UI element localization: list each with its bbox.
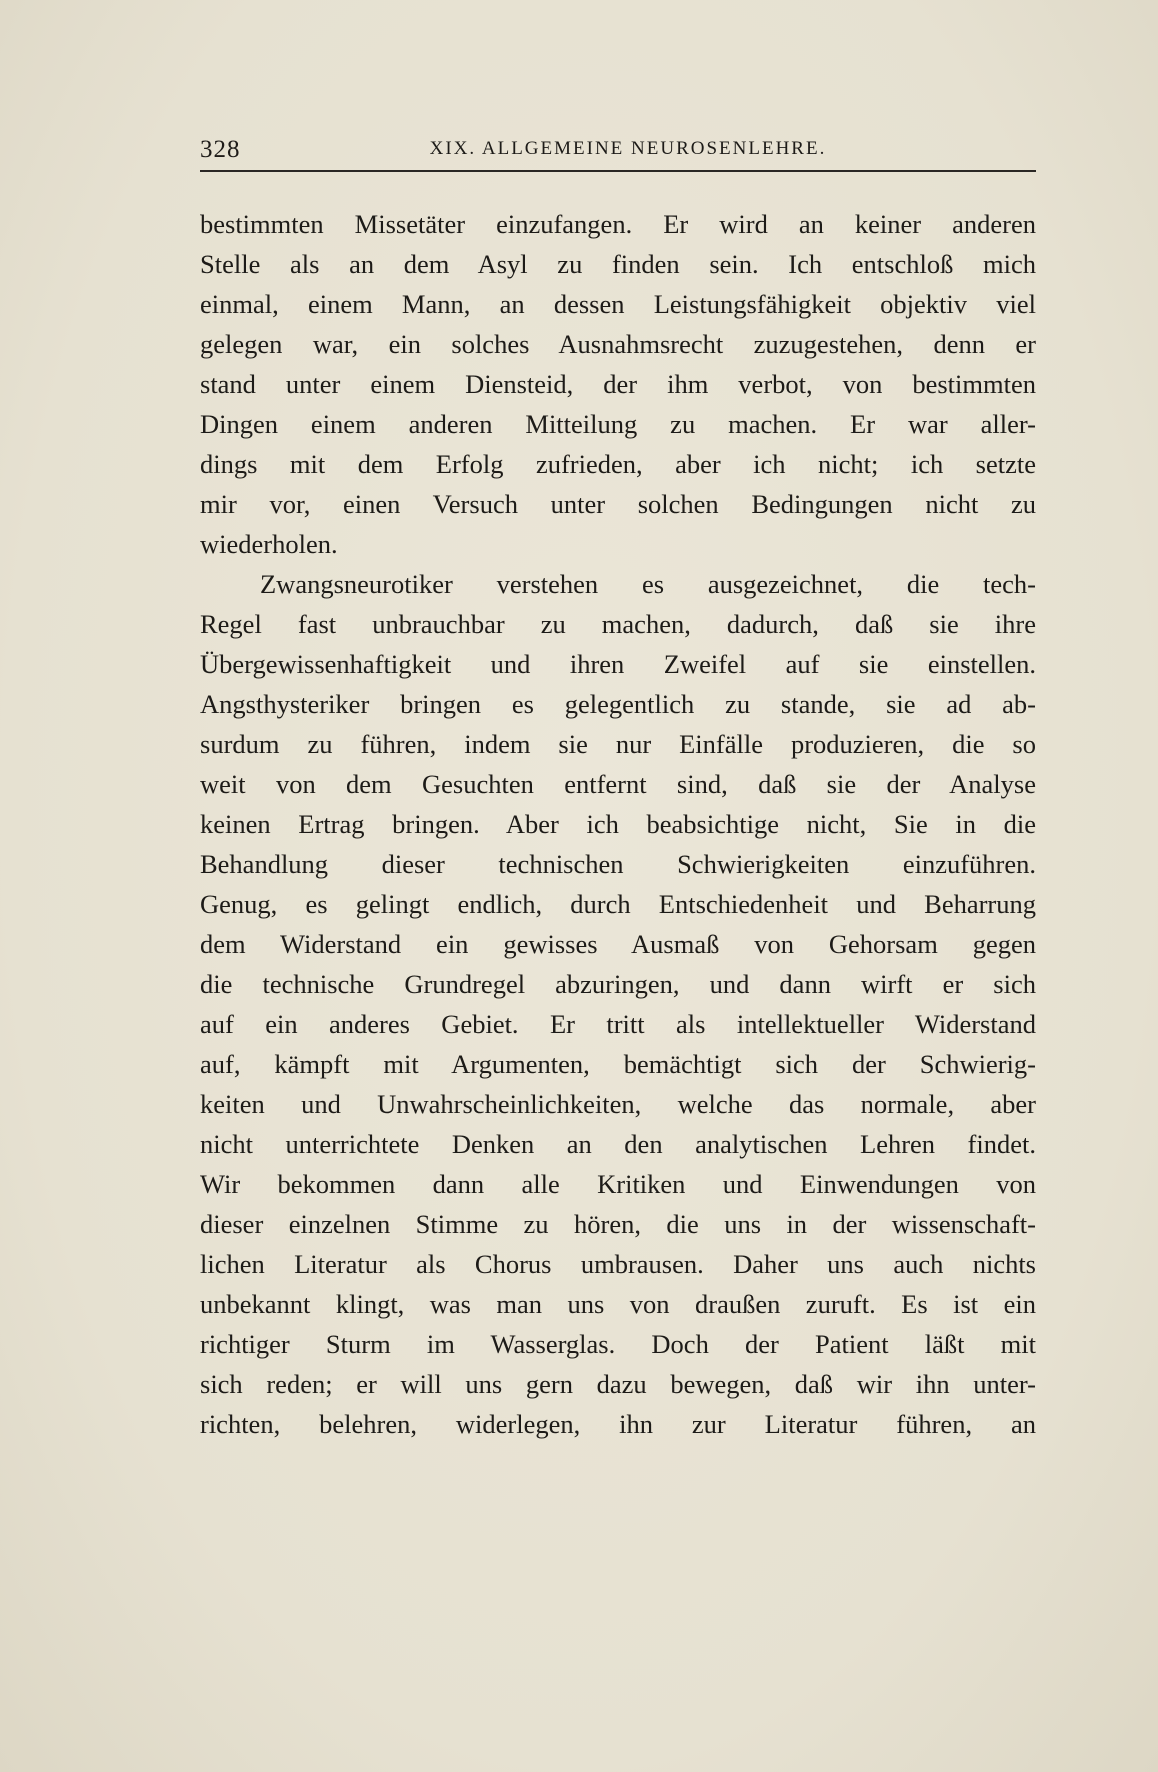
text-line: dieser einzelnen Stimme zu hören, die uns in der wissenschaft- — [200, 1209, 1036, 1239]
text-line: wiederholen. — [200, 529, 338, 559]
text-line: einmal, einem Mann, an dessen Leistungsfähigkeit objektiv viel — [200, 289, 1036, 319]
text-line: gelegen war, ein solches Ausnahmsrecht zuzugestehen, denn er — [200, 329, 1036, 359]
text-line: dem Widerstand ein gewisses Ausmaß von Gehorsam gegen — [200, 929, 1036, 959]
running-header — [200, 132, 1036, 172]
text-line: auf, kämpft mit Argumenten, bemächtigt sich der Schwierig- — [200, 1049, 1036, 1079]
text-line: sich reden; er will uns gern dazu bewegen, daß wir ihn unter- — [200, 1369, 1036, 1399]
text-line: Übergewissenhaftigkeit und ihren Zweifel auf sie einstellen. — [200, 649, 1036, 679]
text-line: Angsthysteriker bringen es gelegentlich zu stande, sie ad ab- — [200, 689, 1036, 719]
text-line: bestimmten Missetäter einzufangen. Er wird an keiner anderen — [200, 209, 1036, 239]
text-line: nicht unterrichtete Denken an den analytischen Lehren findet. — [200, 1129, 1036, 1159]
page-number: 328 — [200, 136, 241, 163]
text-line: surdum zu führen, indem sie nur Einfälle produzieren, die so — [200, 729, 1036, 759]
text-line: keiten und Unwahrscheinlichkeiten, welche das normale, aber — [200, 1089, 1036, 1119]
text-line: Zwangsneurotiker verstehen es ausgezeichnet, die tech- — [260, 569, 1036, 599]
text-line: Stelle als an dem Asyl zu finden sein. Ich entschloß mich — [200, 249, 1036, 279]
text-line: stand unter einem Diensteid, der ihm verbot, von bestimmten — [200, 369, 1036, 399]
text-line: unbekannt klingt, was man uns von draußen zuruft. Es ist ein — [200, 1289, 1036, 1319]
text-line: weit von dem Gesuchten entfernt sind, daß sie der Analyse — [200, 769, 1036, 799]
text-line: Genug, es gelingt endlich, durch Entschiedenheit und Beharrung — [200, 889, 1036, 919]
text-line: die technische Grundregel abzuringen, und dann wirft er sich — [200, 969, 1036, 999]
text-line: Wir bekommen dann alle Kritiken und Einwendungen von — [200, 1169, 1036, 1199]
text-line: Behandlung dieser technischen Schwierigkeiten einzuführen. — [200, 849, 1036, 879]
text-line: Dingen einem anderen Mitteilung zu machen. Er war aller- — [200, 409, 1036, 439]
paragraph-2 — [200, 564, 1036, 1444]
text-line: Regel fast unbrauchbar zu machen, dadurch, daß sie ihre — [200, 609, 1036, 639]
body-text — [200, 204, 1036, 1444]
text-line: richten, belehren, widerlegen, ihn zur Literatur führen, an — [200, 1409, 1036, 1439]
text-line: keinen Ertrag bringen. Aber ich beabsichtige nicht, Sie in die — [200, 809, 1036, 839]
text-line: dings mit dem Erfolg zufrieden, aber ich nicht; ich setzte — [200, 449, 1036, 479]
text-line: richtiger Sturm im Wasserglas. Doch der Patient läßt mit — [200, 1329, 1036, 1359]
text-line: auf ein anderes Gebiet. Er tritt als intellektueller Widerstand — [200, 1009, 1036, 1039]
chapter-title: XIX. ALLGEMEINE NEUROSENLEHRE. — [429, 138, 827, 159]
text-line: mir vor, einen Versuch unter solchen Bedingungen nicht zu — [200, 489, 1036, 519]
header-rule — [200, 170, 1036, 172]
text-line: lichen Literatur als Chorus umbrausen. Daher uns auch nichts — [200, 1249, 1036, 1279]
paragraph-1 — [200, 204, 1036, 564]
